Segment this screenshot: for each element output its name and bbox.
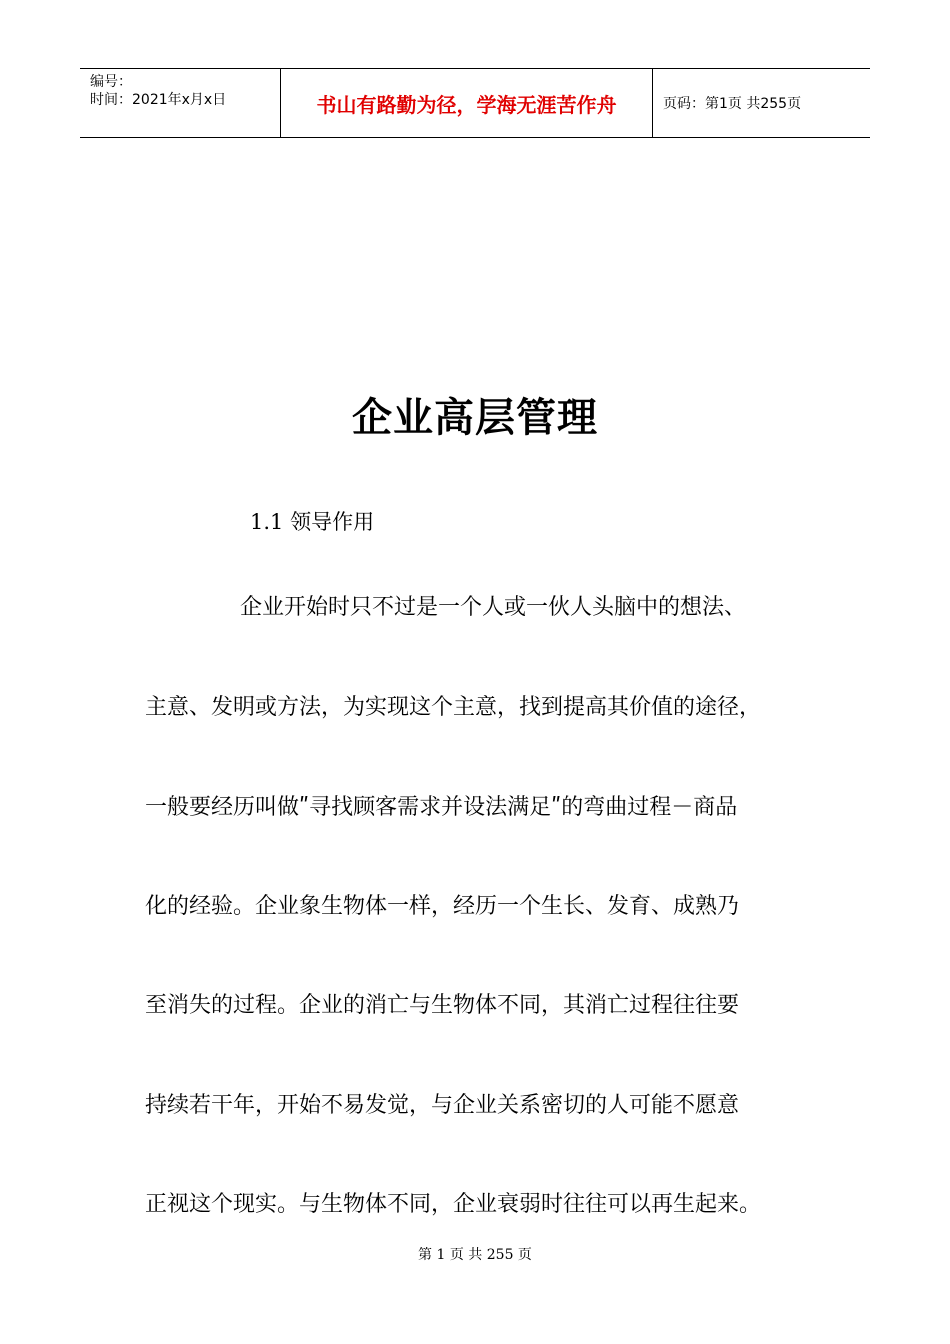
- header-page-info: 页码：第1页 共255页: [663, 96, 802, 112]
- page-header: [80, 68, 870, 138]
- body-paragraph-line: 主意、发明或方法，为实现这个主意，找到提高其价值的途径，: [145, 695, 762, 720]
- motto-text: 书山有路勤为径，学海无涯苦作舟: [316, 92, 617, 117]
- body-paragraph-line: 一般要经历叫做ʺ寻找顾客需求并设法满足ʺ的弯曲过程－商品: [145, 795, 738, 820]
- header-meta-cell: [80, 69, 281, 137]
- header-motto-cell: [281, 69, 653, 137]
- page-footer: 第 1 页 共 255 页: [418, 1247, 532, 1263]
- document-title: 企业高层管理: [352, 395, 598, 441]
- header-page-cell: [653, 69, 870, 137]
- section-heading: 1.1 领导作用: [250, 510, 375, 534]
- body-paragraph-line: 持续若干年，开始不易发觉，与企业关系密切的人可能不愿意: [145, 1093, 740, 1118]
- body-paragraph-line: 化的经验。企业象生物体一样，经历一个生长、发育、成熟乃: [145, 894, 740, 919]
- body-paragraph-line: 至消失的过程。企业的消亡与生物体不同，其消亡过程往往要: [145, 993, 740, 1018]
- time-label: 时间：2021年x月x日: [90, 92, 227, 108]
- body-paragraph-line: 企业开始时只不过是一个人或一伙人头脑中的想法、: [240, 595, 747, 620]
- body-paragraph-line: 正视这个现实。与生物体不同，企业衰弱时往往可以再生起来。: [145, 1192, 762, 1217]
- code-label: 编号：: [90, 74, 132, 90]
